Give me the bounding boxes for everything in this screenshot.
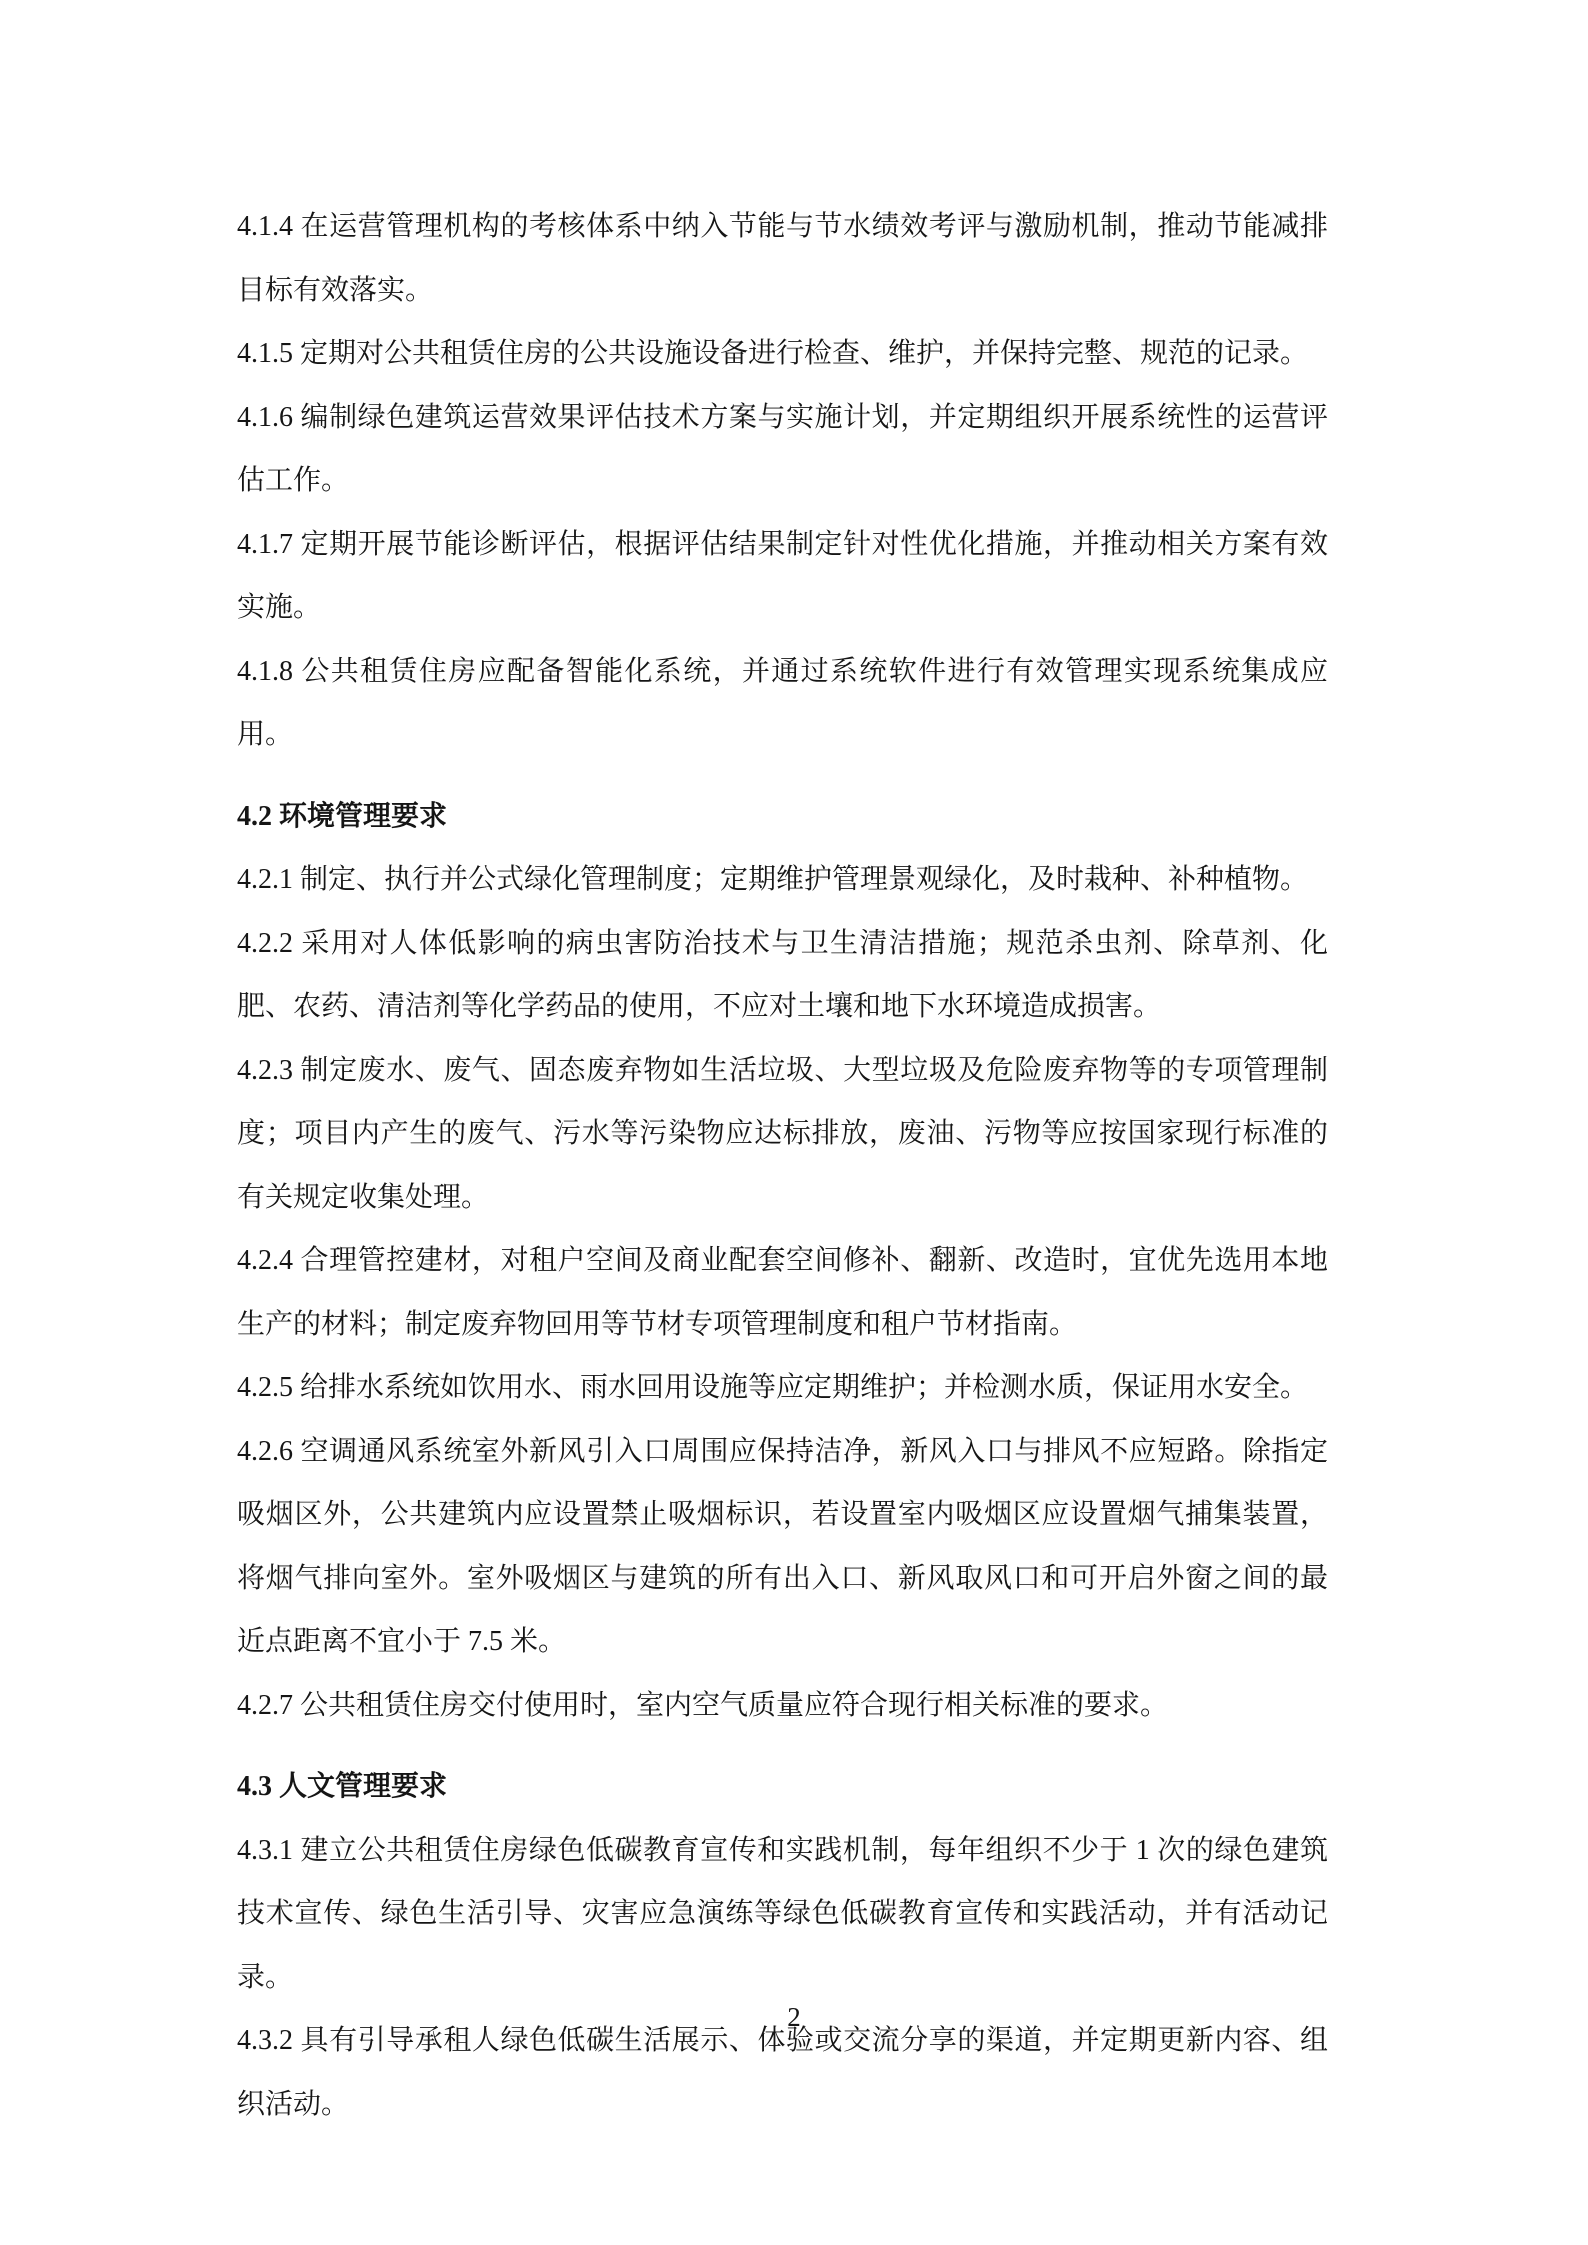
clause-4-2-6: 4.2.6 空调通风系统室外新风引入口周围应保持洁净，新风入口与排风不应短路。除指定吸烟区外，公共建筑内应设置禁止吸烟标识，若设置室内吸烟区应设置烟气捕集装置，将烟气排向室外。室外吸烟区与建筑的所有出入口、新风取风口和可开启外窗之间的最近点距离不宜小于 7.5 米。 xyxy=(237,1435,1328,1657)
clause-4-1-6: 4.1.6 编制绿色建筑运营效果评估技术方案与实施计划，并定期组织开展系统性的运营评估工作。 xyxy=(237,401,1328,496)
clause-4-2-5: 4.2.5 给排水系统如饮用水、雨水回用设施等应定期维护；并检测水质，保证用水安全。 xyxy=(237,1372,1309,1403)
clause-4-1-4: 4.1.4 在运营管理机构的考核体系中纳入节能与节水绩效考评与激励机制，推动节能减排目标有效落实。 xyxy=(237,211,1328,306)
document-body xyxy=(237,195,1328,2136)
page-number: 2 xyxy=(787,2002,801,2032)
clause-4-2-1: 4.2.1 制定、执行并公式绿化管理制度；定期维护管理景观绿化，及时栽种、补种植物。 xyxy=(237,864,1309,895)
section-heading-4-2: 4.2 环境管理要求 xyxy=(237,800,448,832)
clause-4-2-3: 4.2.3 制定废水、废气、固态废弃物如生活垃圾、大型垃圾及危险废弃物等的专项管理制度；项目内产生的废气、污水等污染物应达标排放，废油、污物等应按国家现行标准的有关规定收集处理。 xyxy=(237,1054,1328,1213)
clause-4-3-1: 4.3.1 建立公共租赁住房绿色低碳教育宣传和实践机制，每年组织不少于 1 次的绿色建筑技术宣传、绿色生活引导、灾害应急演练等绿色低碳教育宣传和实践活动，并有活动记录。 xyxy=(237,1834,1328,1993)
clause-4-1-7: 4.1.7 定期开展节能诊断评估，根据评估结果制定针对性优化措施，并推动相关方案有效实施。 xyxy=(237,528,1328,623)
clause-4-1-5: 4.1.5 定期对公共租赁住房的公共设施设备进行检查、维护，并保持完整、规范的记录。 xyxy=(237,338,1309,369)
clause-4-2-4: 4.2.4 合理管控建材，对租户空间及商业配套空间修补、翻新、改造时，宜优先选用本地生产的材料；制定废弃物回用等节材专项管理制度和租户节材指南。 xyxy=(237,1245,1328,1340)
clause-4-2-7: 4.2.7 公共租赁住房交付使用时，室内空气质量应符合现行相关标准的要求。 xyxy=(237,1689,1169,1721)
section-heading-4-3: 4.3 人文管理要求 xyxy=(237,1771,448,1802)
clause-4-1-8: 4.1.8 公共租赁住房应配备智能化系统，并通过系统软件进行有效管理实现系统集成应用。 xyxy=(237,655,1328,750)
clause-4-3-2: 4.3.2 具有引导承租人绿色低碳生活展示、体验或交流分享的渠道，并定期更新内容、组织活动。 xyxy=(237,2025,1328,2120)
clause-4-2-2: 4.2.2 采用对人体低影响的病虫害防治技术与卫生清洁措施；规范杀虫剂、除草剂、化肥、农药、清洁剂等化学药品的使用，不应对土壤和地下水环境造成损害。 xyxy=(237,927,1328,1022)
